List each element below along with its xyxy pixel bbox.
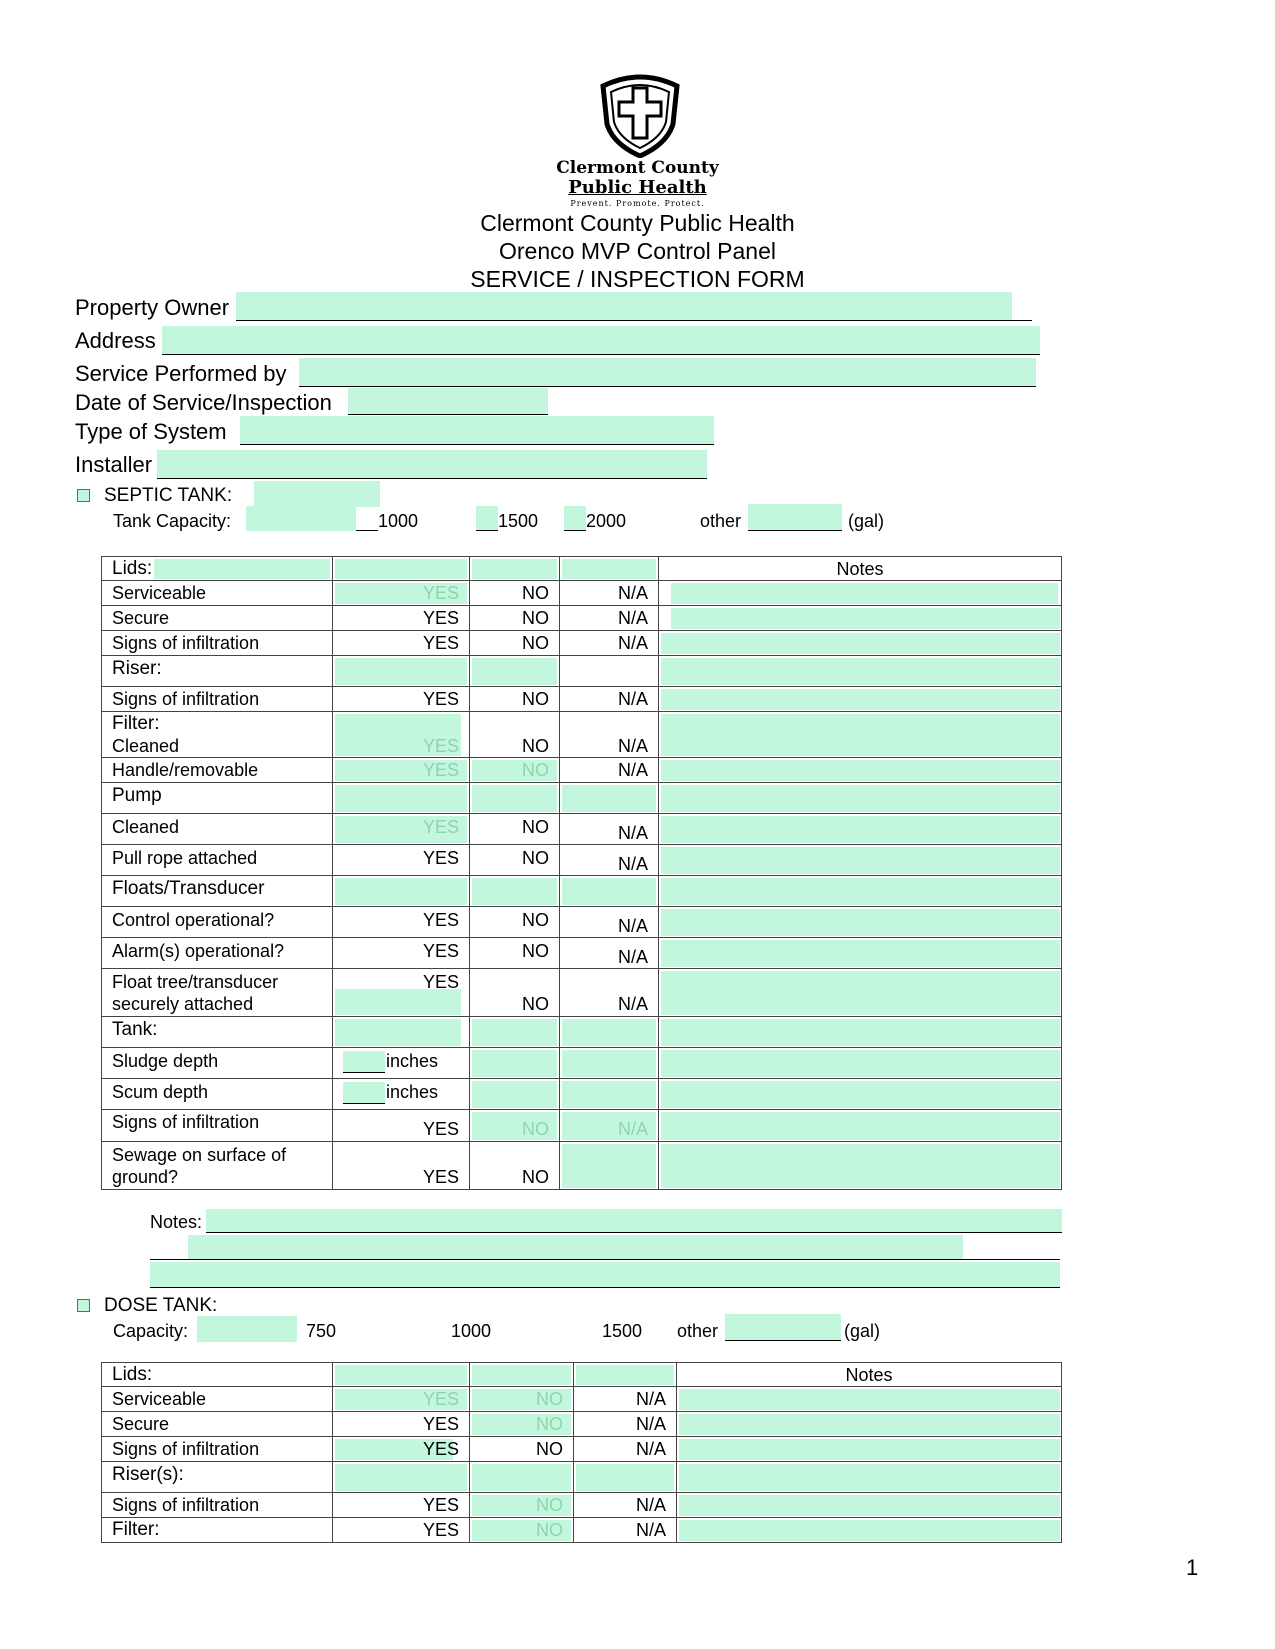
yes-option[interactable]: YES [422, 633, 459, 653]
no-option[interactable]: NO [522, 848, 549, 868]
dose-capacity-other-label: other [677, 1321, 719, 1341]
septic-notes-line1[interactable] [206, 1209, 1062, 1232]
page-number: 1 [1186, 1555, 1199, 1580]
table-row [102, 656, 1062, 687]
yes-option[interactable]: YES [422, 1167, 459, 1187]
no-option[interactable]: NO [522, 608, 549, 628]
installer-label: Installer [75, 452, 153, 477]
row-label: Signs of infiltration [112, 1495, 260, 1515]
dose-capacity-label: Capacity: [113, 1321, 189, 1341]
property-owner-field[interactable] [236, 292, 1012, 320]
row-label: Sewage on surface of [112, 1145, 287, 1165]
installer-field[interactable] [157, 450, 707, 478]
no-option[interactable]: NO [522, 583, 549, 603]
tank-capacity-label: Tank Capacity: [113, 511, 232, 531]
row-label: Signs of infiltration [112, 1439, 260, 1459]
row-label: Secure [112, 608, 170, 628]
yes-option[interactable]: YES [422, 1414, 459, 1434]
na-option[interactable]: N/A [635, 1414, 666, 1434]
no-option[interactable]: NO [522, 817, 549, 837]
table-row [102, 1048, 1062, 1079]
table-row [102, 758, 1062, 783]
septic-notes-line3[interactable] [150, 1262, 1060, 1287]
lids-field[interactable] [335, 559, 467, 579]
notes-field[interactable] [661, 1144, 1060, 1188]
row-label: Riser(s): [112, 1464, 184, 1485]
no-option[interactable]: NO [522, 910, 549, 930]
logo-org-line2: Public Health [568, 177, 707, 198]
notes-field[interactable] [679, 1414, 1060, 1435]
dose-capacity-1000: 1000 [451, 1321, 492, 1341]
row-label: Handle/removable [112, 760, 259, 780]
no-option[interactable]: NO [536, 1389, 563, 1409]
tank-field[interactable] [562, 1019, 656, 1046]
no-option[interactable]: NO [522, 1167, 549, 1187]
septic-notes-line2[interactable] [188, 1235, 963, 1259]
table-row [102, 1387, 1062, 1412]
table-row [102, 631, 1062, 656]
table-row [102, 1142, 1062, 1190]
no-option[interactable]: NO [536, 1439, 563, 1459]
dose-gal-unit: (gal) [844, 1321, 881, 1341]
na-option[interactable]: N/A [617, 689, 648, 709]
dose-inspection-table [101, 1362, 1062, 1543]
na-option[interactable]: N/A [617, 760, 648, 780]
table-row [102, 969, 1062, 1017]
row-label: securely attached [112, 994, 254, 1014]
lids-field[interactable] [335, 1365, 467, 1385]
lids-field[interactable] [472, 1365, 571, 1385]
table-row [102, 557, 1062, 581]
header-subtitle: Orenco MVP Control Panel [499, 238, 776, 264]
notes-header: Notes [845, 1365, 893, 1385]
table-row [102, 1462, 1062, 1493]
table-row [102, 712, 1062, 758]
row-label: Tank: [112, 1019, 158, 1040]
logo-org-line1: Clermont County [556, 158, 719, 178]
no-option[interactable]: NO [522, 941, 549, 961]
row-label: Filter: [112, 1519, 160, 1540]
table-row [102, 687, 1062, 712]
na-option[interactable]: N/A [635, 1389, 666, 1409]
table-row [102, 1493, 1062, 1518]
na-option[interactable]: N/A [617, 823, 648, 843]
dose-capacity-1500: 1500 [602, 1321, 643, 1341]
risers-field[interactable] [335, 1464, 467, 1491]
notes-field[interactable] [661, 1081, 1060, 1108]
row-label: Sludge depth [112, 1051, 219, 1071]
capacity-other-field[interactable] [748, 504, 842, 530]
table-row [102, 1518, 1062, 1543]
table-row [102, 1017, 1062, 1048]
notes-field[interactable] [679, 1389, 1060, 1410]
notes-field[interactable] [679, 1464, 1060, 1491]
notes-field[interactable] [671, 583, 1058, 604]
notes-header: Notes [836, 559, 884, 579]
service-performed-by-field[interactable] [299, 358, 1036, 386]
table-row [102, 783, 1062, 814]
notes-field[interactable] [661, 658, 1060, 685]
pump-field[interactable] [562, 785, 656, 812]
septic-tank-title-field[interactable] [254, 481, 380, 507]
yes-option[interactable]: YES [422, 1389, 459, 1409]
septic-tank-title: SEPTIC TANK: [104, 485, 233, 506]
no-option[interactable]: NO [522, 1119, 549, 1139]
table-row [102, 1079, 1062, 1110]
scum-depth-field[interactable] [343, 1082, 385, 1103]
row-label: Cleaned [112, 736, 180, 756]
notes-field[interactable] [661, 816, 1060, 843]
row-label: Serviceable [112, 1389, 207, 1409]
property-owner-label: Property Owner [75, 295, 230, 320]
capacity-1500: 1500 [498, 511, 539, 531]
yes-option[interactable]: YES [422, 760, 459, 780]
na-option[interactable]: N/A [617, 947, 648, 967]
dose-capacity-750: 750 [306, 1321, 337, 1341]
county-shield-icon [597, 74, 683, 158]
yes-option[interactable]: YES [422, 1495, 459, 1515]
notes-field[interactable] [661, 760, 1060, 781]
na-option[interactable]: N/A [617, 633, 648, 653]
notes-field[interactable] [679, 1439, 1060, 1460]
tank-field[interactable] [335, 1019, 461, 1046]
tank-field[interactable] [472, 1019, 557, 1046]
table-row [102, 907, 1062, 938]
table-row [102, 606, 1062, 631]
notes-field[interactable] [661, 1050, 1060, 1077]
risers-field[interactable] [472, 1464, 571, 1491]
notes-field[interactable] [661, 909, 1060, 936]
septic-inspection-table [101, 556, 1062, 1190]
no-option[interactable]: NO [522, 760, 549, 780]
row-label: ground? [112, 1167, 179, 1187]
na-option[interactable]: N/A [617, 583, 648, 603]
notes-field[interactable] [671, 608, 1060, 629]
yes-option[interactable]: YES [422, 1119, 459, 1139]
lids-field[interactable] [562, 559, 656, 579]
inches-unit: inches [386, 1082, 439, 1102]
type-of-system-field[interactable] [240, 416, 714, 444]
dose-capacity-other-field[interactable] [725, 1314, 841, 1340]
na-option[interactable]: N/A [617, 994, 648, 1014]
no-option[interactable]: NO [522, 994, 549, 1014]
na-option[interactable]: N/A [635, 1439, 666, 1459]
table-row [102, 876, 1062, 907]
yes-option[interactable]: YES [422, 848, 459, 868]
date-label: Date of Service/Inspection [75, 390, 332, 415]
yes-option[interactable]: YES [422, 941, 459, 961]
no-option[interactable]: NO [536, 1414, 563, 1434]
capacity-other-label: other [700, 511, 742, 531]
notes-field[interactable] [661, 1019, 1060, 1046]
notes-field[interactable] [679, 1495, 1060, 1516]
no-option[interactable]: NO [522, 736, 549, 756]
lids-field[interactable] [472, 559, 557, 579]
header-form-name: SERVICE / INSPECTION FORM [470, 266, 805, 292]
riser-field[interactable] [335, 658, 467, 685]
service-performed-by-label: Service Performed by [75, 361, 287, 386]
row-label: Filter: [112, 713, 160, 734]
address-field[interactable] [162, 326, 1040, 354]
na-field[interactable] [562, 1144, 656, 1188]
yes-option[interactable]: YES [422, 583, 459, 603]
no-option[interactable]: NO [536, 1520, 563, 1540]
yes-option[interactable]: YES [422, 608, 459, 628]
row-label: Floats/Transducer [112, 878, 265, 899]
yes-option[interactable]: YES [422, 972, 459, 992]
tank-capacity-field[interactable] [246, 506, 356, 531]
notes-field[interactable] [661, 714, 1060, 756]
na-option[interactable]: N/A [617, 736, 648, 756]
row-label: Scum depth [112, 1082, 209, 1102]
dose-capacity-field[interactable] [197, 1316, 297, 1342]
capacity-1000: 1000 [378, 511, 419, 531]
notes-field[interactable] [661, 971, 1060, 1015]
table-row [102, 1437, 1062, 1462]
row-label: Signs of infiltration [112, 633, 260, 653]
row-label: Lids: [112, 1364, 153, 1385]
row-label: Signs of infiltration [112, 689, 260, 709]
na-option[interactable]: N/A [617, 608, 648, 628]
row-label: Lids: [112, 558, 153, 579]
pump-field[interactable] [335, 785, 467, 812]
pump-field[interactable] [472, 785, 557, 812]
row-label: Riser: [112, 658, 162, 679]
na-option[interactable]: N/A [635, 1520, 666, 1540]
date-field[interactable] [348, 388, 548, 414]
header-title: Clermont County Public Health [480, 210, 795, 236]
row-label: Pump [112, 785, 162, 806]
table-row [102, 581, 1062, 606]
table-row [102, 938, 1062, 969]
na-option[interactable]: N/A [635, 1495, 666, 1515]
risers-field[interactable] [576, 1464, 674, 1491]
type-of-system-label: Type of System [75, 419, 227, 444]
yes-option[interactable]: YES [422, 736, 459, 756]
row-label: Secure [112, 1414, 170, 1434]
table-row [102, 814, 1062, 845]
row-label: Cleaned [112, 817, 180, 837]
notes-field[interactable] [661, 1112, 1060, 1140]
table-row [102, 1110, 1062, 1142]
inches-unit: inches [386, 1051, 439, 1071]
yes-option[interactable]: YES [422, 910, 459, 930]
capacity-2000: 2000 [586, 511, 627, 531]
no-option[interactable]: NO [522, 633, 549, 653]
no-option[interactable]: NO [522, 689, 549, 709]
notes-field[interactable] [661, 633, 1060, 654]
na-option[interactable]: N/A [617, 916, 648, 936]
row-label: Float tree/transducer [112, 972, 279, 992]
na-option[interactable]: N/A [617, 854, 648, 874]
capacity-1500-checkbox[interactable] [476, 506, 498, 531]
row-label: Serviceable [112, 583, 207, 603]
yes-option[interactable]: YES [422, 817, 459, 837]
dose-tank-checkbox[interactable] [77, 1299, 90, 1312]
capacity-2000-checkbox[interactable] [564, 506, 586, 531]
yes-option[interactable]: YES [422, 1439, 459, 1459]
yes-option[interactable]: YES [422, 689, 459, 709]
notes-field[interactable] [679, 1520, 1060, 1541]
septic-notes-label: Notes: [150, 1212, 203, 1232]
row-label: Control operational? [112, 910, 275, 930]
floats-field[interactable] [472, 878, 557, 905]
row-label: Pull rope attached [112, 848, 258, 868]
table-row [102, 845, 1062, 876]
row-label: Signs of infiltration [112, 1112, 260, 1132]
row-label: Alarm(s) operational? [112, 941, 285, 961]
floats-field[interactable] [335, 878, 467, 905]
floats-field[interactable] [562, 878, 656, 905]
table-row [102, 1363, 1062, 1387]
table-row [102, 1412, 1062, 1437]
dose-tank-title: DOSE TANK: [104, 1295, 218, 1316]
notes-field[interactable] [661, 847, 1060, 874]
sludge-depth-field[interactable] [343, 1051, 385, 1072]
notes-field[interactable] [661, 878, 1060, 905]
no-option[interactable]: NO [536, 1495, 563, 1515]
septic-tank-checkbox[interactable] [77, 489, 90, 502]
address-label: Address [75, 328, 156, 353]
gal-unit: (gal) [848, 511, 885, 531]
notes-field[interactable] [661, 785, 1060, 812]
riser-field[interactable] [472, 658, 557, 685]
logo-tagline: Prevent. Promote. Protect. [570, 199, 705, 208]
yes-option[interactable]: YES [422, 1520, 459, 1540]
lids-field[interactable] [576, 1365, 674, 1385]
notes-field[interactable] [661, 940, 1060, 967]
na-option[interactable]: N/A [617, 1119, 648, 1139]
notes-field[interactable] [661, 689, 1060, 710]
